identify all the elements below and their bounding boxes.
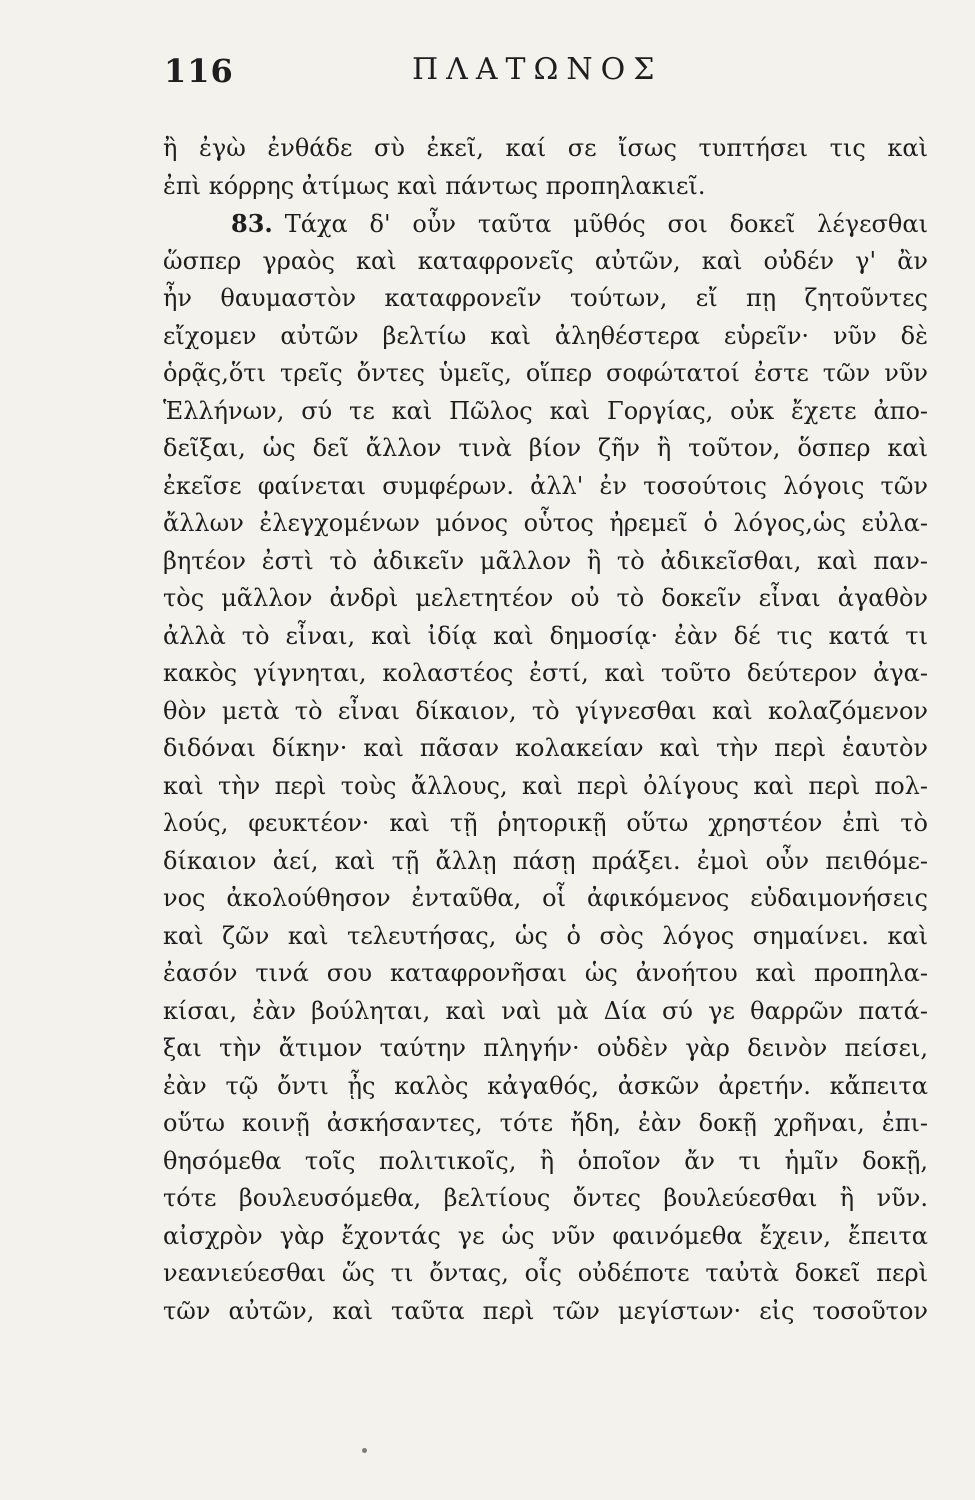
text-line: αἰσχρὸν γὰρ ἔχοντάς γε ὡς νῦν φαινόμεθα ἔχειν, ἔπειτα bbox=[163, 1221, 928, 1250]
text-line-content: Τάχα δ' οὖν ταῦτα μῦθός σοι δοκεῖ λέγεσθαι bbox=[284, 210, 928, 238]
text-line: θησόμεθα τοῖς πολιτικοῖς, ἢ ὁποῖον ἄν τι ἡμῖν δοκῇ, bbox=[163, 1146, 928, 1175]
body-text bbox=[163, 130, 928, 1330]
text-line: ἐκεῖσε φαίνεται συμφέρων. ἀλλ' ἐν τοσούτοις λόγοις τῶν bbox=[163, 471, 928, 500]
text-line: καὶ τὴν περὶ τοὺς ἄλλους, καὶ περὶ ὀλίγους καὶ περὶ πολ- bbox=[163, 771, 928, 800]
text-line: ἀλλὰ τὸ εἶναι, καὶ ἰδίᾳ καὶ δημοσίᾳ· ἐὰν δέ τις κατά τι bbox=[163, 621, 928, 650]
text-line: λούς, φευκτέον· καὶ τῇ ῥητορικῇ οὕτω χρηστέον ἐπὶ τὸ bbox=[163, 809, 928, 837]
text-line: τότε βουλευσόμεθα, βελτίους ὄντες βουλεύεσθαι ἢ νῦν. bbox=[163, 1184, 928, 1212]
text-line: ἐασόν τινά σου καταφρονῆσαι ὡς ἀνοήτου καὶ προπηλα- bbox=[163, 959, 928, 987]
text-line: δεῖξαι, ὡς δεῖ ἄλλον τινὰ βίον ζῆν ἢ τοῦτον, ὅσπερ καὶ bbox=[163, 434, 928, 462]
text-line: καὶ ζῶν καὶ τελευτήσας, ὡς ὁ σὸς λόγος σημαίνει. καὶ bbox=[163, 921, 928, 950]
text-line: νος ἀκολούθησον ἐνταῦθα, οἷ ἀφικόμενος εὐδαιμονήσεις bbox=[163, 884, 928, 912]
text-line: ξαι τὴν ἄτιμον ταύτην πληγήν· οὐδὲν γὰρ δεινὸν πείσει, bbox=[163, 1034, 928, 1062]
page-number: 116 bbox=[164, 52, 234, 90]
text-line: ἢ ἐγὼ ἐνθάδε σὺ ἐκεῖ, καί σε ἴσως τυπτήσει τις καὶ bbox=[163, 134, 928, 162]
section-number: 83. bbox=[231, 209, 273, 238]
running-head bbox=[160, 50, 920, 100]
text-line: βητέον ἐστὶ τὸ ἀδικεῖν μᾶλλον ἢ τὸ ἀδικεῖσθαι, καὶ παν- bbox=[163, 546, 928, 575]
text-line: εἴχομεν αὐτῶν βελτίω καὶ ἀληθέστερα εὑρεῖν· νῦν δὲ bbox=[163, 321, 928, 350]
text-line: ἦν θαυμαστὸν καταφρονεῖν τούτων, εἴ πῃ ζητοῦντες bbox=[163, 284, 928, 312]
text-line: ἐπὶ κόρρης ἀτίμως καὶ πάντως προπηλακιεῖ. bbox=[163, 171, 706, 200]
running-title: ΠΛΑΤΩΝΟΣ bbox=[412, 52, 663, 87]
text-line: ἄλλων ἐλεγχομένων μόνος οὗτος ἠρεμεῖ ὁ λόγος,ὡς εὐλα- bbox=[163, 509, 928, 537]
text-line: δίκαιον ἀεί, καὶ τῇ ἄλλῃ πάσῃ πράξει. ἐμοὶ οὖν πειθόμε- bbox=[163, 846, 928, 875]
text-line: διδόναι δίκην· καὶ πᾶσαν κολακείαν καὶ τὴν περὶ ἑαυτὸν bbox=[163, 734, 928, 762]
text-line: οὕτω κοινῇ ἀσκήσαντες, τότε ἤδη, ἐὰν δοκῇ χρῆναι, ἐπι- bbox=[163, 1109, 928, 1137]
text-line: ὥσπερ γραὸς καὶ καταφρονεῖς αὐτῶν, καὶ οὐδέν γ' ἂν bbox=[163, 246, 928, 275]
text-line: ἐὰν τῷ ὄντι ᾖς καλὸς κἀγαθός, ἀσκῶν ἀρετήν. κἄπειτα bbox=[163, 1071, 928, 1100]
text-line: Ἑλλήνων, σύ τε καὶ Πῶλος καὶ Γοργίας, οὐκ ἔχετε ἀπο- bbox=[163, 396, 928, 425]
text-line: κακὸς γίγνηται, κολαστέος ἐστί, καὶ τοῦτο δεύτερον ἀγα- bbox=[163, 659, 928, 687]
text-line: κίσαι, ἐὰν βούληται, καὶ ναὶ μὰ Δία σύ γε θαρρῶν πατά- bbox=[163, 996, 928, 1025]
text-line: τῶν αὐτῶν, καὶ ταῦτα περὶ τῶν μεγίστων· εἰς τοσοῦτον bbox=[163, 1296, 928, 1325]
text-line: τὸς μᾶλλον ἀνδρὶ μελετητέον οὐ τὸ δοκεῖν εἶναι ἀγαθὸν bbox=[163, 584, 928, 612]
text-line: νεανιεύεσθαι ὥς τι ὄντας, οἷς οὐδέποτε ταὐτὰ δοκεῖ περὶ bbox=[163, 1259, 928, 1287]
text-line: θὸν μετὰ τὸ εἶναι δίκαιον, τὸ γίγνεσθαι καὶ κολαζόμενον bbox=[163, 696, 928, 725]
text-line bbox=[163, 205, 928, 243]
ink-speck bbox=[362, 1448, 367, 1453]
text-line: ὁρᾷς,ὅτι τρεῖς ὄντες ὑμεῖς, οἵπερ σοφώτατοί ἐστε τῶν νῦν bbox=[163, 359, 928, 387]
